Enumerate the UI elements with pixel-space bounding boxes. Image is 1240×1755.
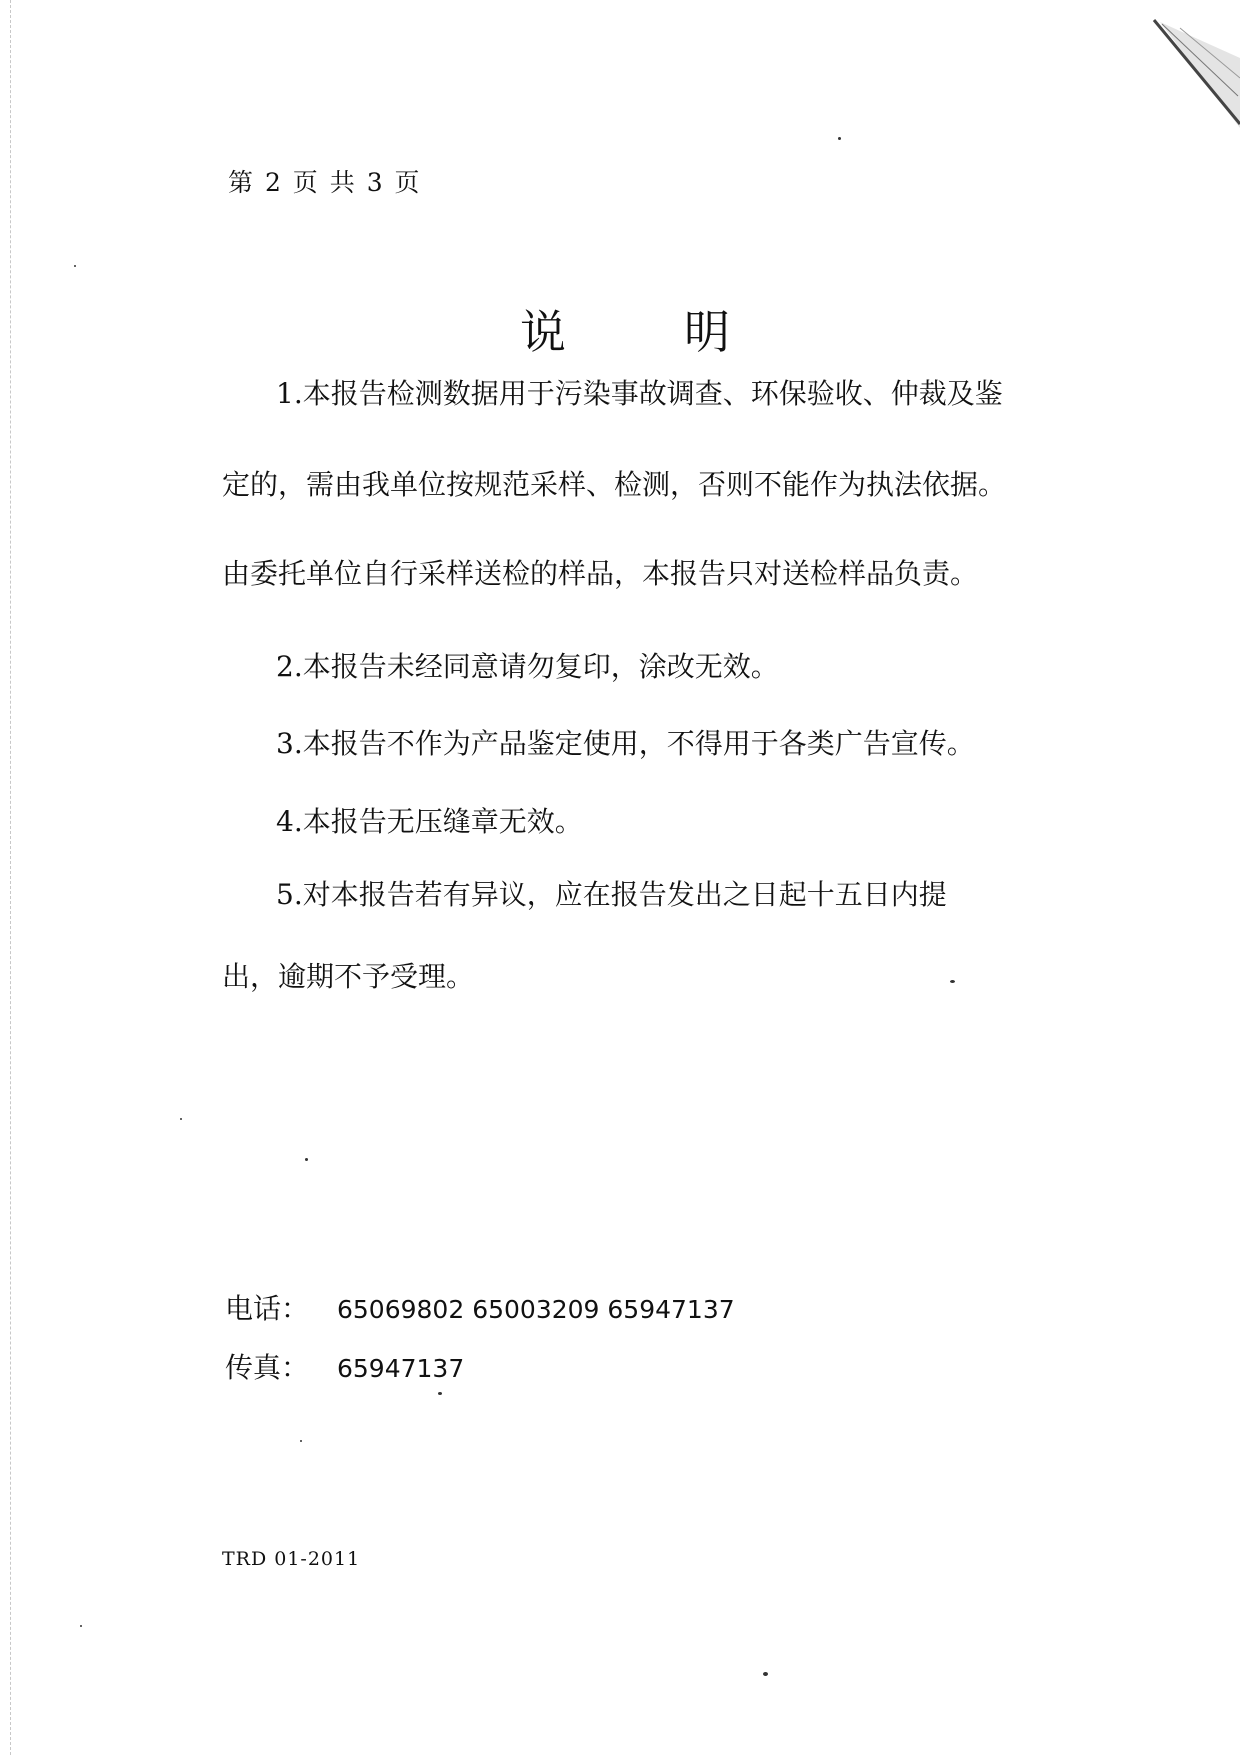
note-5-line-2: 出，逾期不予受理。 (222, 960, 475, 993)
scan-speck (74, 265, 76, 267)
note-5-line-1: 5.对本报告若有异议，应在报告发出之日起十五日内提 (276, 878, 947, 911)
note-1-line-2: 定的，需由我单位按规范采样、检测，否则不能作为执法依据。 (222, 468, 1007, 501)
phone-row (225, 1287, 735, 1327)
note-2-line-1: 2.本报告未经同意请勿复印，涂改无效。 (276, 650, 779, 683)
scan-speck (180, 1118, 182, 1120)
scan-speck (950, 980, 955, 983)
fax-row (225, 1346, 464, 1386)
scan-speck (305, 1158, 308, 1161)
scan-speck (763, 1672, 768, 1676)
note-1-line-1: 1.本报告检测数据用于污染事故调查、环保验收、仲裁及鉴 (276, 377, 1003, 410)
note-4-line-1: 4.本报告无压缝章无效。 (276, 805, 583, 838)
scan-speck (80, 1625, 82, 1627)
page-number: 第 2 页 共 3 页 (228, 168, 422, 197)
page-title: 说明 (520, 305, 848, 359)
phone-label: 电话： (225, 1292, 310, 1325)
document-code: TRD 01-2011 (222, 1548, 361, 1570)
note-3-line-1: 3.本报告不作为产品鉴定使用，不得用于各类广告宣传。 (276, 727, 975, 760)
fax-value: 65947137 (337, 1354, 465, 1383)
folded-corner-mark (1140, 18, 1240, 128)
scan-speck (838, 137, 841, 140)
scan-speck (300, 1440, 302, 1442)
phone-value: 65069802 65003209 65947137 (337, 1295, 735, 1324)
note-1-line-3: 由委托单位自行采样送检的样品，本报告只对送检样品负责。 (222, 557, 979, 590)
scan-speck (438, 1392, 442, 1395)
fax-label: 传真： (225, 1351, 310, 1384)
scan-edge (10, 0, 11, 1755)
